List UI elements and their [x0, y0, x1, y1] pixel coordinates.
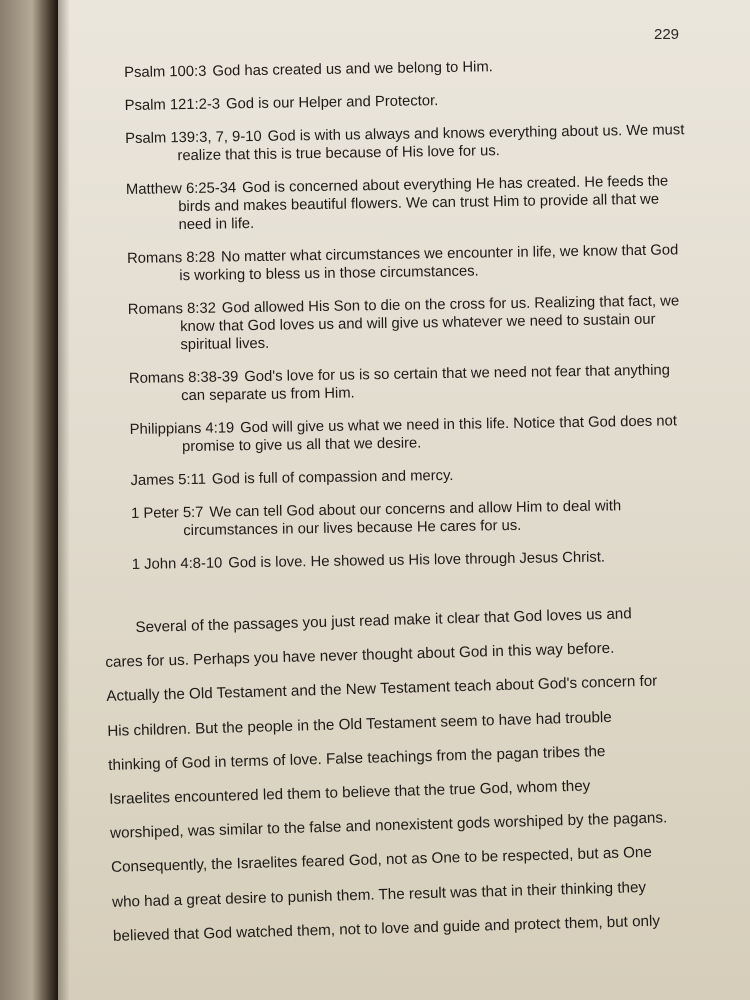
- reference-entry: [127, 241, 687, 286]
- paragraph-line: worshiped, was similar to the false and nonexistent gods worshiped by the pagans.: [109, 809, 668, 843]
- scripture-reference: Psalm 139:3, 7, 9-10: [125, 128, 262, 147]
- book-gutter: [0, 0, 58, 1000]
- book-page: [58, 0, 750, 1000]
- reference-entry: [132, 547, 692, 574]
- reference-entry: [126, 172, 687, 235]
- scripture-reference-list: [124, 55, 692, 589]
- scripture-reference: 1 John 4:8-10: [131, 555, 223, 573]
- body-paragraph: [104, 595, 713, 954]
- reference-description: God is our Helper and Protector.: [225, 93, 439, 113]
- scripture-reference: 1 Peter 5:7: [130, 504, 204, 522]
- reference-description: God is with us always and knows everything about us. We must realize that this is true because of His love for us.: [177, 122, 685, 165]
- scripture-reference: Psalm 100:3: [124, 63, 207, 81]
- reference-description: No matter what circumstances we encounter in life, we know that God is working to bless us in those circumstances.: [179, 242, 679, 285]
- reference-entry: [130, 412, 690, 457]
- paragraph-line: thinking of God in terms of love. False teachings from the pagan tribes the: [108, 742, 606, 774]
- reference-description: God is concerned about everything He has created. He feeds the birds and makes beautiful flowers. We can trust Him to provide all that we need in life.: [178, 173, 669, 234]
- paragraph-line: Israelites encountered led them to believe that the true God, whom they: [108, 777, 591, 808]
- reference-entry: [125, 121, 685, 166]
- paragraph-line: His children. But the people in the Old Testament seem to have had trouble: [107, 708, 612, 740]
- reference-description: God is love. He showed us His love through Jesus Christ.: [228, 549, 606, 572]
- scripture-reference: Romans 8:38-39: [128, 369, 239, 387]
- scripture-reference: James 5:11: [130, 471, 207, 489]
- page-number: 229: [654, 26, 680, 43]
- paragraph-line: who had a great desire to punish them. The result was that in their thinking they: [111, 878, 647, 911]
- paragraph-line: Consequently, the Israelites feared God, not as One to be respected, but as One: [110, 844, 653, 877]
- reference-description: God allowed His Son to die on the cross for us. Realizing that fact, we know that God loves us and will give us whatever we need to sustain our spiritual lives.: [180, 293, 680, 354]
- reference-entry: [128, 292, 689, 355]
- paragraph-line: Actually the Old Testament and the New Testament teach about God's concern for: [106, 672, 658, 706]
- reference-description: We can tell God about our concerns and allow Him to deal with circumstances in our lives because He cares for us.: [183, 498, 622, 540]
- scripture-reference: Psalm 121:2-3: [124, 96, 221, 114]
- scripture-reference: Matthew 6:25-34: [125, 180, 237, 198]
- paragraph-line: cares for us. Perhaps you have never thought about God in this way before.: [105, 639, 615, 672]
- reference-entry: [131, 496, 691, 541]
- reference-entry: [129, 361, 689, 406]
- reference-entry: [124, 55, 684, 82]
- scripture-reference: Philippians 4:19: [129, 420, 235, 438]
- reference-description: God will give us what we need in this life. Notice that God does not promise to give us all that we desire.: [181, 413, 678, 456]
- scripture-reference: Romans 8:28: [126, 249, 216, 267]
- reference-entry: [125, 88, 685, 115]
- page-fold-shadow: [58, 0, 70, 1000]
- reference-description: God is full of compassion and mercy.: [211, 467, 454, 488]
- reference-description: God has created us and we belong to Him.: [212, 59, 493, 80]
- paragraph-line: Several of the passages you just read make it clear that God loves us and: [135, 605, 632, 637]
- reference-entry: [130, 463, 690, 490]
- paragraph-line: believed that God watched them, not to love and guide and protect them, but only: [112, 912, 661, 945]
- scripture-reference: Romans 8:32: [127, 300, 216, 318]
- reference-description: God's love for us is so certain that we need not fear that anything can separate us from Him.: [181, 362, 671, 405]
